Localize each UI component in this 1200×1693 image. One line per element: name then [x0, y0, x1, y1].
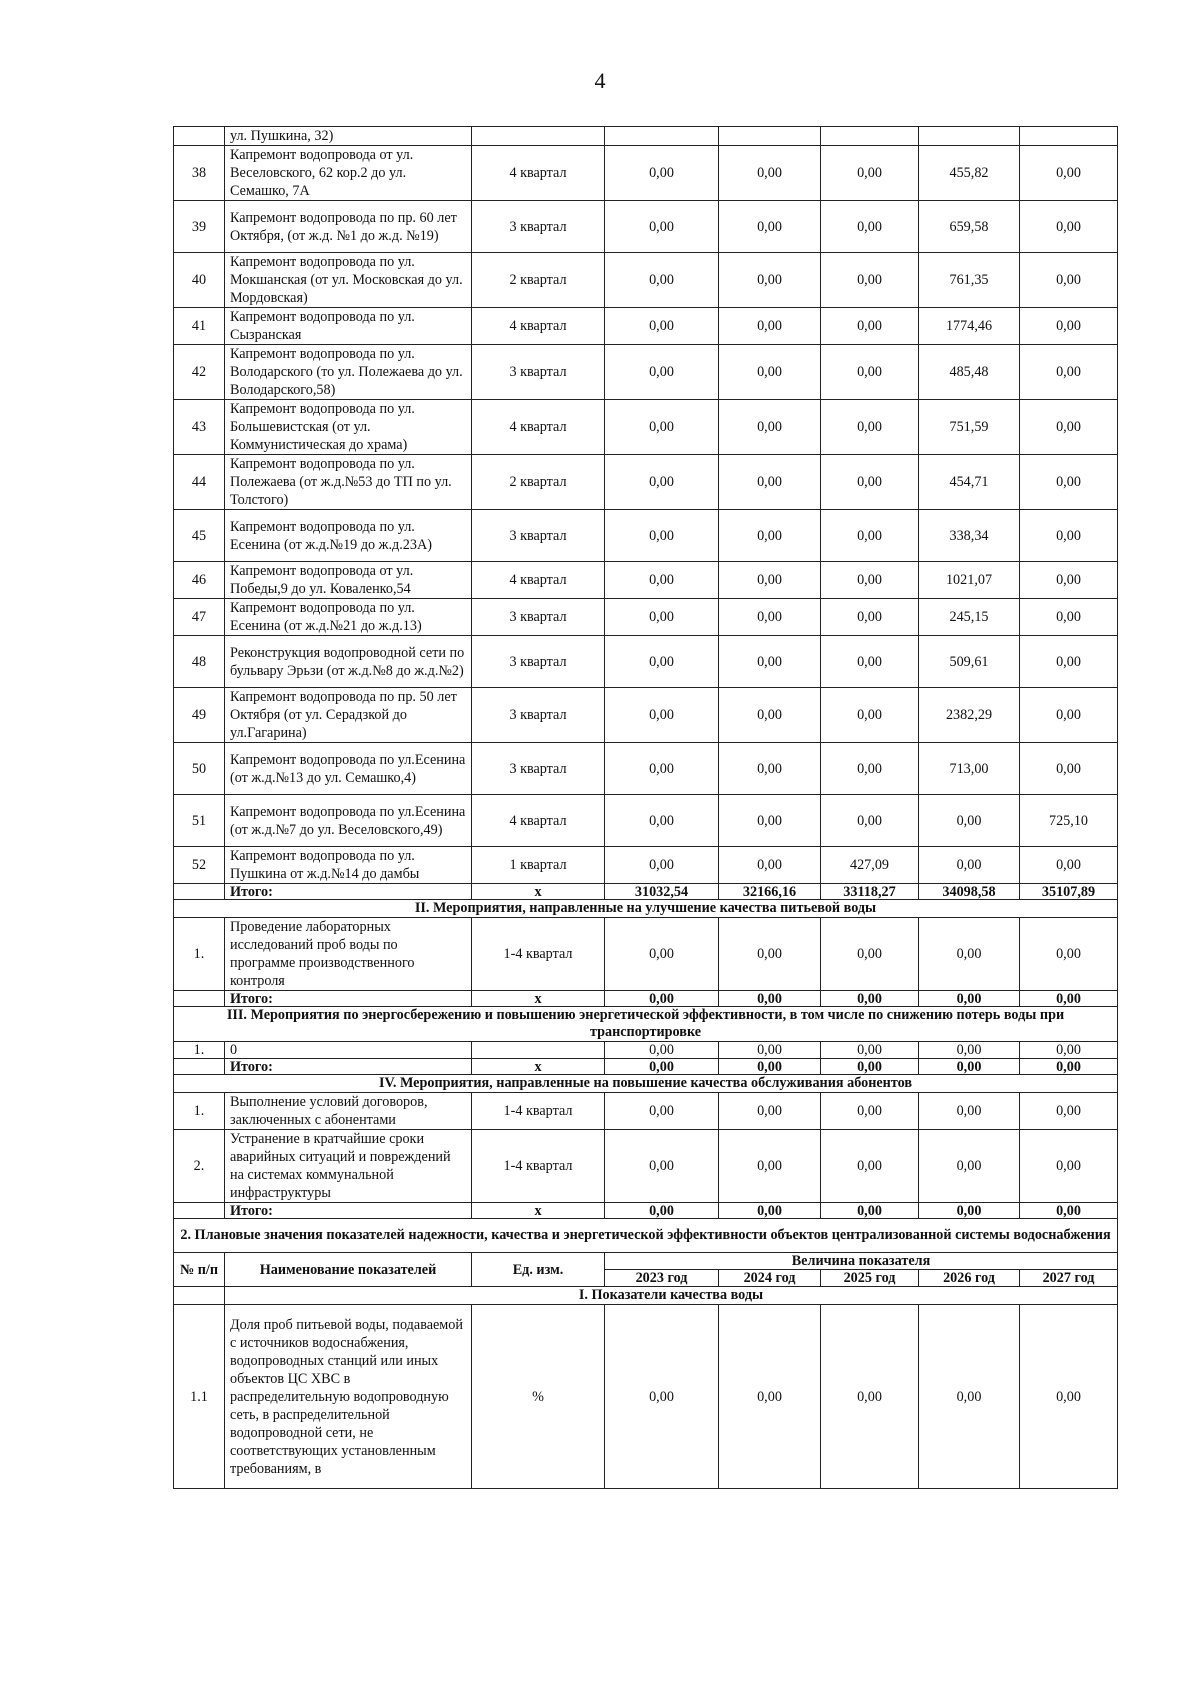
- row-value: 0,00: [605, 636, 719, 688]
- total-empty: [174, 1059, 225, 1075]
- row-value: 725,10: [1020, 795, 1118, 847]
- row-value: 0,00: [719, 1305, 821, 1489]
- row-value: 0,00: [605, 455, 719, 510]
- row-value: 0,00: [919, 847, 1020, 884]
- row-name: Капремонт водопровода от ул. Победы,9 до ул. Коваленко,54: [225, 562, 472, 599]
- row-period: 3 квартал: [472, 345, 605, 400]
- table-row: [174, 146, 1118, 201]
- header-row: [174, 1253, 1118, 1270]
- row-value: 0,00: [719, 455, 821, 510]
- row-value: 0,00: [719, 201, 821, 253]
- row-value: 0,00: [919, 795, 1020, 847]
- row-value: 0,00: [1020, 1305, 1118, 1489]
- row-value: 0,00: [719, 510, 821, 562]
- table-row: [174, 253, 1118, 308]
- row-name: Капремонт водопровода по пр. 60 лет Октября, (от ж.д. №1 до ж.д. №19): [225, 201, 472, 253]
- row-period: 4 квартал: [472, 400, 605, 455]
- row-value: 0,00: [1020, 308, 1118, 345]
- row-period: 4 квартал: [472, 146, 605, 201]
- row-value: 0,00: [821, 455, 919, 510]
- subsection-row: [174, 1287, 1118, 1305]
- header-year: 2027 год: [1020, 1270, 1118, 1287]
- row-value: 0,00: [605, 562, 719, 599]
- row-value: 0,00: [919, 1130, 1020, 1203]
- row-name: Реконструкция водопроводной сети по бульвару Эрьзи (от ж.д.№8 до ж.д.№2): [225, 636, 472, 688]
- row-value: 0,00: [719, 253, 821, 308]
- table-row: [174, 455, 1118, 510]
- header-value: Величина показателя: [605, 1253, 1118, 1270]
- row-unit: %: [472, 1305, 605, 1489]
- row-value: 0,00: [605, 1130, 719, 1203]
- section-title-row: [174, 1007, 1118, 1042]
- row-value: 0,00: [821, 146, 919, 201]
- row-value: 0,00: [605, 201, 719, 253]
- row-name: Капремонт водопровода от ул. Веселовского, 62 кор.2 до ул. Семашко, 7А: [225, 146, 472, 201]
- row-period: 1 квартал: [472, 847, 605, 884]
- row-name: Капремонт водопровода по ул. Володарского (то ул. Полежаева до ул. Володарского,58): [225, 345, 472, 400]
- row-number: 50: [174, 743, 225, 795]
- header-year: 2023 год: [605, 1270, 719, 1287]
- row-value: 245,15: [919, 599, 1020, 636]
- row-value: 0,00: [919, 1305, 1020, 1489]
- row-value: 0,00: [1020, 1042, 1118, 1059]
- row-value: 0,00: [719, 795, 821, 847]
- row-value: 509,61: [919, 636, 1020, 688]
- row-value: 0,00: [605, 1042, 719, 1059]
- row-value: 0,00: [821, 1305, 919, 1489]
- total-label: Итого:: [225, 1203, 472, 1219]
- row-value: 0,00: [1020, 400, 1118, 455]
- row-value: 0,00: [719, 1093, 821, 1130]
- total-value: 0,00: [605, 1059, 719, 1075]
- row-name: Капремонт водопровода по ул. Пушкина от ж.д.№14 до дамбы: [225, 847, 472, 884]
- row-period: [472, 1042, 605, 1059]
- table-row: [174, 688, 1118, 743]
- row-name: Доля проб питьевой воды, подаваемой с источников водоснабжения, водопроводных станций или иных объектов ЦС ХВС в распределительную водопроводную сеть, в распределительной водопроводной сети, не соответствующих установленным требованиям, в: [225, 1305, 472, 1489]
- row-period: 3 квартал: [472, 743, 605, 795]
- section-title: IV. Мероприятия, направленные на повышение качества обслуживания абонентов: [174, 1075, 1118, 1093]
- row-value: 0,00: [719, 400, 821, 455]
- row-value: 0,00: [1020, 743, 1118, 795]
- row-value: 1774,46: [919, 308, 1020, 345]
- row-value: 454,71: [919, 455, 1020, 510]
- row-value: 0,00: [919, 1093, 1020, 1130]
- row-value: 0,00: [605, 510, 719, 562]
- table-row: [174, 918, 1118, 991]
- row-number: 44: [174, 455, 225, 510]
- row-value: 0,00: [821, 688, 919, 743]
- row-value: 0,00: [1020, 1130, 1118, 1203]
- row-number: 39: [174, 201, 225, 253]
- row-value: 0,00: [919, 918, 1020, 991]
- row-name: Капремонт водопровода по пр. 50 лет Октября (от ул. Серадзкой до ул.Гагарина): [225, 688, 472, 743]
- row-period: 4 квартал: [472, 795, 605, 847]
- row-value: 0,00: [1020, 599, 1118, 636]
- row-value: 0,00: [821, 795, 919, 847]
- row-number: 1.: [174, 1042, 225, 1059]
- total-x: х: [472, 884, 605, 900]
- row-number: 49: [174, 688, 225, 743]
- row-value: 455,82: [919, 146, 1020, 201]
- row-period: 3 квартал: [472, 636, 605, 688]
- table-row: [174, 1042, 1118, 1059]
- row-value: 2382,29: [919, 688, 1020, 743]
- header-name: Наименование показателей: [225, 1253, 472, 1287]
- table-row: [174, 308, 1118, 345]
- row-period: 3 квартал: [472, 688, 605, 743]
- row-value: 0,00: [821, 636, 919, 688]
- total-value: 0,00: [919, 1203, 1020, 1219]
- row-name: Капремонт водопровода по ул. Есенина (от ж.д.№19 до ж.д.23А): [225, 510, 472, 562]
- subsection-title: I. Показатели качества воды: [225, 1287, 1118, 1305]
- row-name: Капремонт водопровода по ул. Сызранская: [225, 308, 472, 345]
- table-row: [174, 636, 1118, 688]
- table-row: [174, 562, 1118, 599]
- row-period: [472, 127, 605, 146]
- table-row: [174, 201, 1118, 253]
- row-name: Капремонт водопровода по ул. Большевистская (от ул. Коммунистическая до храма): [225, 400, 472, 455]
- row-value: [821, 127, 919, 146]
- total-value: 0,00: [919, 1059, 1020, 1075]
- row-number: 52: [174, 847, 225, 884]
- row-value: 0,00: [821, 562, 919, 599]
- row-name: Устранение в кратчайшие сроки аварийных ситуаций и повреждений на системах коммунальной инфраструктуры: [225, 1130, 472, 1203]
- row-name: Капремонт водопровода по ул. Есенина (от ж.д.№21 до ж.д.13): [225, 599, 472, 636]
- total-row: [174, 884, 1118, 900]
- section-title-row: [174, 1219, 1118, 1253]
- row-number: 48: [174, 636, 225, 688]
- row-value: 427,09: [821, 847, 919, 884]
- row-value: 0,00: [605, 345, 719, 400]
- row-value: 0,00: [821, 918, 919, 991]
- row-value: 0,00: [719, 847, 821, 884]
- row-value: 0,00: [719, 308, 821, 345]
- total-value: 0,00: [1020, 991, 1118, 1007]
- table-row: [174, 510, 1118, 562]
- row-value: 0,00: [605, 599, 719, 636]
- subsection-empty: [174, 1287, 225, 1305]
- row-value: 0,00: [605, 308, 719, 345]
- row-value: 761,35: [919, 253, 1020, 308]
- section-title: II. Мероприятия, направленные на улучшение качества питьевой воды: [174, 900, 1118, 918]
- row-value: 0,00: [821, 510, 919, 562]
- table-row: [174, 345, 1118, 400]
- section-title-row: [174, 1075, 1118, 1093]
- row-number: 1.: [174, 918, 225, 991]
- row-name: Капремонт водопровода по ул. Мокшанская (от ул. Московская до ул. Мордовская): [225, 253, 472, 308]
- total-value: 34098,58: [919, 884, 1020, 900]
- row-value: 0,00: [1020, 146, 1118, 201]
- row-number: 46: [174, 562, 225, 599]
- header-year: 2026 год: [919, 1270, 1020, 1287]
- total-x: х: [472, 991, 605, 1007]
- total-value: 0,00: [719, 1203, 821, 1219]
- section-title: 2. Плановые значения показателей надежности, качества и энергетической эффективности объектов централизованной системы водоснабжения: [174, 1219, 1118, 1253]
- row-value: 0,00: [821, 743, 919, 795]
- row-value: 0,00: [719, 918, 821, 991]
- total-row: [174, 1059, 1118, 1075]
- row-name: 0: [225, 1042, 472, 1059]
- plan-table: [173, 126, 1118, 1489]
- row-value: 0,00: [719, 562, 821, 599]
- row-number: [174, 127, 225, 146]
- table-row: [174, 743, 1118, 795]
- row-value: 0,00: [719, 688, 821, 743]
- row-value: 0,00: [605, 1305, 719, 1489]
- row-value: 0,00: [821, 253, 919, 308]
- row-value: 0,00: [1020, 201, 1118, 253]
- row-value: 713,00: [919, 743, 1020, 795]
- row-value: 0,00: [605, 918, 719, 991]
- row-value: 0,00: [1020, 253, 1118, 308]
- row-value: 0,00: [719, 146, 821, 201]
- header-num: № п/п: [174, 1253, 225, 1287]
- row-value: 0,00: [605, 146, 719, 201]
- row-number: 43: [174, 400, 225, 455]
- total-value: 0,00: [821, 1059, 919, 1075]
- row-number: 1.1: [174, 1305, 225, 1489]
- total-label: Итого:: [225, 1059, 472, 1075]
- row-name: Выполнение условий договоров, заключенных с абонентами: [225, 1093, 472, 1130]
- page-number: 4: [594, 68, 606, 93]
- total-label: Итого:: [225, 884, 472, 900]
- row-value: [605, 127, 719, 146]
- total-value: 0,00: [605, 1203, 719, 1219]
- row-value: 0,00: [821, 201, 919, 253]
- row-value: 0,00: [719, 743, 821, 795]
- row-value: 0,00: [605, 795, 719, 847]
- row-value: 0,00: [1020, 847, 1118, 884]
- total-label: Итого:: [225, 991, 472, 1007]
- row-value: 485,48: [919, 345, 1020, 400]
- row-period: 4 квартал: [472, 308, 605, 345]
- total-empty: [174, 884, 225, 900]
- table-row: [174, 847, 1118, 884]
- row-value: 0,00: [821, 308, 919, 345]
- row-period: 3 квартал: [472, 510, 605, 562]
- total-value: 0,00: [1020, 1059, 1118, 1075]
- row-number: 41: [174, 308, 225, 345]
- row-value: 0,00: [1020, 1093, 1118, 1130]
- row-period: 2 квартал: [472, 253, 605, 308]
- row-value: 0,00: [605, 253, 719, 308]
- section-title-row: [174, 900, 1118, 918]
- row-value: 0,00: [1020, 636, 1118, 688]
- table-row: [174, 400, 1118, 455]
- total-empty: [174, 1203, 225, 1219]
- row-value: 0,00: [1020, 562, 1118, 599]
- header-year: 2025 год: [821, 1270, 919, 1287]
- row-value: 0,00: [719, 1042, 821, 1059]
- row-value: 0,00: [605, 743, 719, 795]
- row-value: 0,00: [605, 1093, 719, 1130]
- indicator-row: [174, 1305, 1118, 1489]
- total-value: 0,00: [605, 991, 719, 1007]
- row-value: 0,00: [719, 345, 821, 400]
- row-name: ул. Пушкина, 32): [225, 127, 472, 146]
- total-empty: [174, 991, 225, 1007]
- row-value: 659,58: [919, 201, 1020, 253]
- total-value: 35107,89: [1020, 884, 1118, 900]
- row-value: 0,00: [821, 599, 919, 636]
- header-year: 2024 год: [719, 1270, 821, 1287]
- total-x: х: [472, 1203, 605, 1219]
- row-value: 0,00: [1020, 688, 1118, 743]
- row-number: 42: [174, 345, 225, 400]
- header-unit: Ед. изм.: [472, 1253, 605, 1287]
- row-value: 0,00: [821, 1130, 919, 1203]
- row-value: 0,00: [1020, 918, 1118, 991]
- row-value: 0,00: [821, 1042, 919, 1059]
- sections-rows: [174, 900, 1118, 1219]
- row-name: Проведение лабораторных исследований проб воды по программе производственного контроля: [225, 918, 472, 991]
- row-value: 0,00: [1020, 510, 1118, 562]
- total-row: [174, 1203, 1118, 1219]
- row-value: [719, 127, 821, 146]
- row-period: 1-4 квартал: [472, 1130, 605, 1203]
- row-period: 1-4 квартал: [472, 918, 605, 991]
- table-row: [174, 127, 1118, 146]
- section-title: III. Мероприятия по энергосбережению и повышению энергетической эффективности, в том числе по снижению потерь воды при транспортировке: [174, 1007, 1118, 1042]
- total-value: 0,00: [1020, 1203, 1118, 1219]
- row-name: Капремонт водопровода по ул. Полежаева (от ж.д.№53 до ТП по ул. Толстого): [225, 455, 472, 510]
- row-number: 38: [174, 146, 225, 201]
- row-value: 0,00: [605, 847, 719, 884]
- row-value: 0,00: [919, 1042, 1020, 1059]
- total-value: 31032,54: [605, 884, 719, 900]
- row-period: 4 квартал: [472, 562, 605, 599]
- row-value: 0,00: [719, 1130, 821, 1203]
- row-period: 3 квартал: [472, 201, 605, 253]
- table-row: [174, 599, 1118, 636]
- row-name: Капремонт водопровода по ул.Есенина (от ж.д.№7 до ул. Веселовского,49): [225, 795, 472, 847]
- table-row: [174, 795, 1118, 847]
- row-value: [1020, 127, 1118, 146]
- row-period: 3 квартал: [472, 599, 605, 636]
- row-value: 0,00: [605, 400, 719, 455]
- row-number: 45: [174, 510, 225, 562]
- row-value: 0,00: [719, 599, 821, 636]
- row-name: Капремонт водопровода по ул.Есенина (от ж.д.№13 до ул. Семашко,4): [225, 743, 472, 795]
- indicators-rows: [174, 1219, 1118, 1489]
- section1-rows: [174, 127, 1118, 900]
- total-value: 0,00: [821, 991, 919, 1007]
- total-value: 0,00: [919, 991, 1020, 1007]
- total-value: 0,00: [821, 1203, 919, 1219]
- row-value: [919, 127, 1020, 146]
- total-x: х: [472, 1059, 605, 1075]
- row-value: 0,00: [719, 636, 821, 688]
- row-number: 1.: [174, 1093, 225, 1130]
- total-value: 32166,16: [719, 884, 821, 900]
- row-number: 51: [174, 795, 225, 847]
- row-value: 0,00: [1020, 455, 1118, 510]
- total-value: 33118,27: [821, 884, 919, 900]
- row-number: 2.: [174, 1130, 225, 1203]
- total-row: [174, 991, 1118, 1007]
- row-period: 1-4 квартал: [472, 1093, 605, 1130]
- row-value: 1021,07: [919, 562, 1020, 599]
- row-period: 2 квартал: [472, 455, 605, 510]
- row-value: 0,00: [821, 400, 919, 455]
- row-value: 0,00: [821, 1093, 919, 1130]
- table-row: [174, 1093, 1118, 1130]
- total-value: 0,00: [719, 1059, 821, 1075]
- row-number: 40: [174, 253, 225, 308]
- row-value: 751,59: [919, 400, 1020, 455]
- row-value: 0,00: [821, 345, 919, 400]
- row-value: 0,00: [1020, 345, 1118, 400]
- table-row: [174, 1130, 1118, 1203]
- row-number: 47: [174, 599, 225, 636]
- row-value: 338,34: [919, 510, 1020, 562]
- total-value: 0,00: [719, 991, 821, 1007]
- row-value: 0,00: [605, 688, 719, 743]
